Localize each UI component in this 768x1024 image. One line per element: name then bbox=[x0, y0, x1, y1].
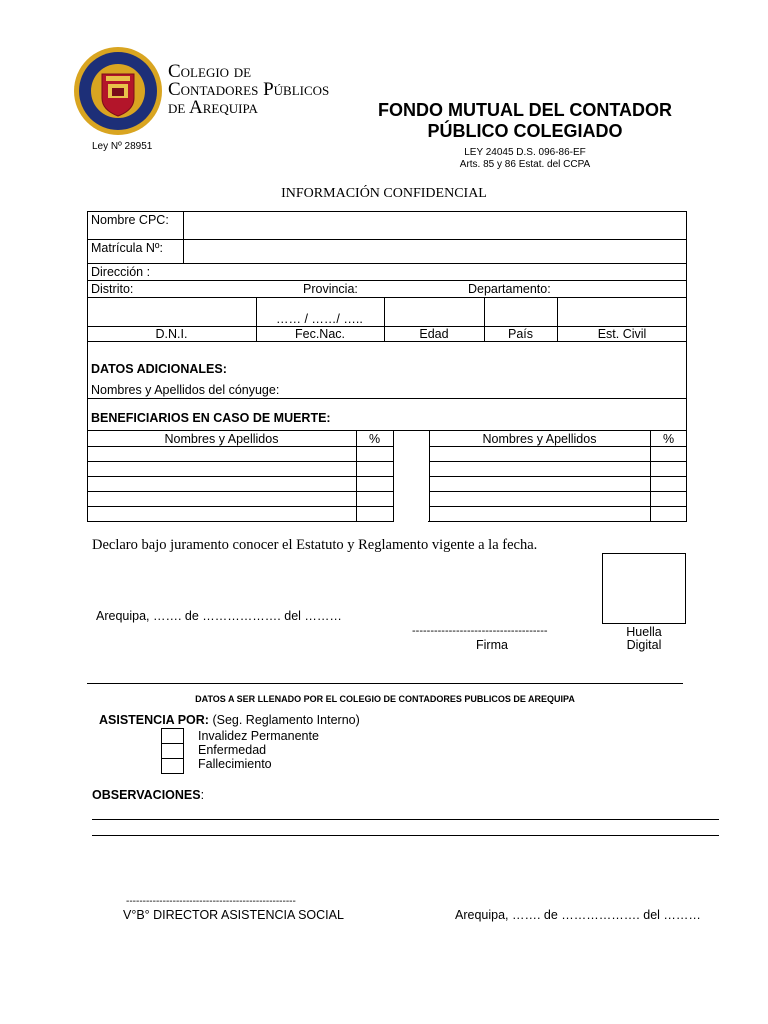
benef-left-name-header: Nombres y Apellidos bbox=[164, 432, 279, 446]
director-label: V°B° DIRECTOR ASISTENCIA SOCIAL bbox=[123, 908, 344, 922]
observaciones-label bbox=[92, 788, 204, 802]
departamento-label: Departamento: bbox=[468, 282, 551, 296]
huella-label-2: Digital bbox=[626, 638, 662, 652]
firma-label: Firma bbox=[476, 638, 508, 652]
benef-bottom-line bbox=[429, 521, 687, 522]
checkbox-enfermedad[interactable] bbox=[161, 743, 184, 759]
observaciones-line-1[interactable] bbox=[92, 819, 719, 820]
logo-seal bbox=[72, 46, 164, 136]
benef-right-name-header: Nombres y Apellidos bbox=[482, 432, 597, 446]
row-divider bbox=[87, 297, 687, 298]
asistencia-note: (Seg. Reglamento Interno) bbox=[212, 713, 360, 727]
firma-dashes: ------------------------------------- bbox=[412, 625, 548, 637]
matricula-field[interactable] bbox=[184, 240, 686, 263]
fingerprint-box[interactable] bbox=[602, 553, 686, 624]
legal-ref-1: LEY 24045 D.S. 096-86-EF bbox=[464, 147, 586, 158]
benef-gap bbox=[394, 431, 428, 523]
datos-adicionales-heading: DATOS ADICIONALES: bbox=[91, 362, 227, 376]
declaration-text: Declaro bajo juramento conocer el Estatuto y Reglamento vigente a la fecha. bbox=[92, 537, 538, 553]
option-fallecimiento: Fallecimiento bbox=[198, 757, 272, 771]
observaciones-line-2[interactable] bbox=[92, 835, 719, 836]
dni-label: D.N.I. bbox=[155, 327, 188, 341]
distrito-label: Distrito: bbox=[91, 282, 134, 296]
direccion-label: Dirección : bbox=[91, 265, 151, 279]
pais-label: País bbox=[507, 327, 533, 341]
row-divider bbox=[87, 280, 687, 281]
form-title-line2: PÚBLICO COLEGIADO bbox=[427, 121, 623, 141]
huella-label-1: Huella bbox=[626, 625, 662, 639]
asistencia-heading: ASISTENCIA POR: bbox=[99, 713, 209, 727]
form-title bbox=[350, 100, 700, 142]
section-separator bbox=[87, 683, 683, 684]
edad-label: Edad bbox=[419, 327, 449, 341]
benef-row-line bbox=[87, 461, 394, 462]
asistencia-label bbox=[99, 713, 360, 727]
benef-row-line bbox=[429, 476, 687, 477]
benef-right-pct-header: % bbox=[662, 432, 675, 446]
benef-left-pct-header: % bbox=[368, 432, 381, 446]
benef-row-line bbox=[429, 491, 687, 492]
option-enfermedad: Enfermedad bbox=[198, 743, 267, 757]
observaciones-heading: OBSERVACIONES bbox=[92, 788, 201, 802]
org-name-line3: de Arequipa bbox=[168, 97, 258, 118]
benef-row-line bbox=[87, 491, 394, 492]
office-date-line: Arequipa, ……. de ………………. del ……… bbox=[455, 908, 701, 922]
form-title-line1: FONDO MUTUAL DEL CONTADOR bbox=[378, 100, 672, 120]
section-title: INFORMACIÓN CONFIDENCIAL bbox=[281, 186, 487, 201]
legal-ref-2: Arts. 85 y 86 Estat. del CCPA bbox=[459, 159, 591, 170]
birthdate-placeholder[interactable]: …… / ……/ ….. bbox=[276, 312, 363, 326]
beneficiarios-heading: BENEFICIARIOS EN CASO DE MUERTE: bbox=[91, 411, 331, 425]
observaciones-colon: : bbox=[200, 788, 205, 802]
provincia-label: Provincia: bbox=[303, 282, 358, 296]
checkbox-fallecimiento[interactable] bbox=[161, 758, 184, 774]
director-dashes: --------------------------------------------------- bbox=[126, 896, 296, 907]
org-name-line1: Colegio de bbox=[168, 61, 252, 82]
benef-row-line bbox=[429, 506, 687, 507]
nombre-field[interactable] bbox=[184, 212, 686, 239]
checkbox-invalidez[interactable] bbox=[161, 728, 184, 744]
benef-row-line bbox=[87, 476, 394, 477]
ley-number: Ley Nº 28951 bbox=[92, 141, 153, 152]
row-divider bbox=[87, 263, 687, 264]
benef-row-line bbox=[87, 506, 394, 507]
nombre-label: Nombre CPC: bbox=[91, 213, 169, 227]
fecnac-label: Fec.Nac. bbox=[294, 327, 345, 341]
conyuge-label: Nombres y Apellidos del cónyuge: bbox=[91, 383, 280, 397]
benef-row-line bbox=[429, 446, 687, 447]
benef-row-line bbox=[87, 446, 394, 447]
row-divider bbox=[87, 341, 687, 342]
benef-row-line bbox=[429, 461, 687, 462]
row-divider bbox=[87, 398, 687, 399]
row-divider bbox=[87, 430, 687, 431]
office-heading: DATOS A SER LLENADO POR EL COLEGIO DE CONTADORES PUBLICOS DE AREQUIPA bbox=[195, 694, 575, 704]
signature-date-line: Arequipa, ……. de ………………. del ……… bbox=[96, 609, 342, 623]
matricula-label: Matrícula Nº: bbox=[91, 241, 163, 255]
org-name-line2: Contadores Públicos bbox=[168, 79, 330, 100]
option-invalidez: Invalidez Permanente bbox=[198, 729, 319, 743]
estcivil-label: Est. Civil bbox=[597, 327, 647, 341]
